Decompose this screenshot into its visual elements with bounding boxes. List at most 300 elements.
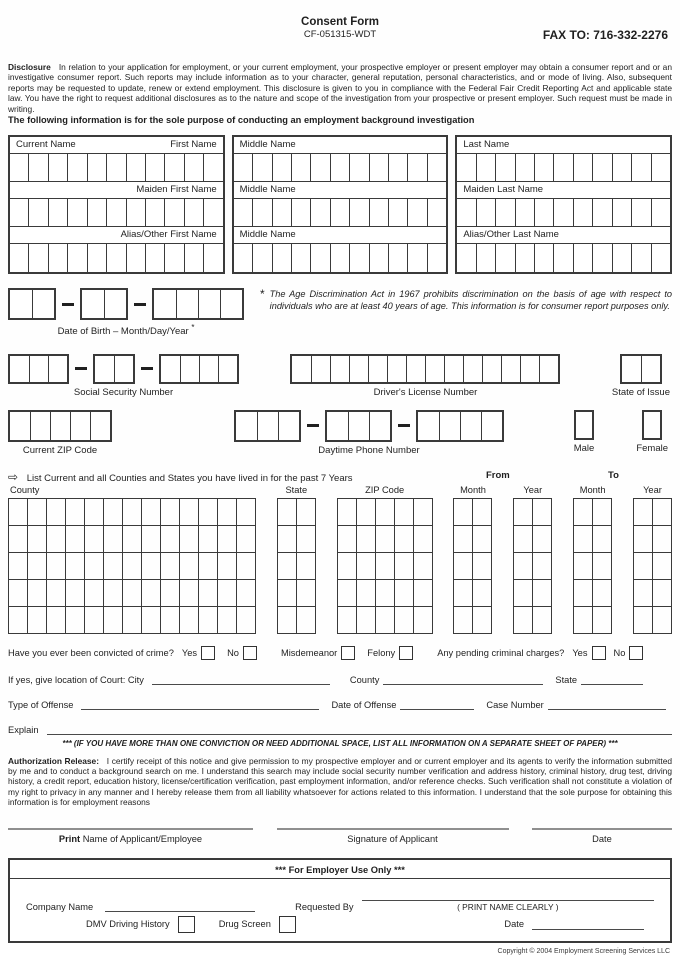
input-cell[interactable]: [369, 244, 388, 272]
input-cell[interactable]: [297, 499, 316, 526]
input-cell[interactable]: [457, 244, 475, 272]
case-number-field[interactable]: [548, 698, 666, 710]
input-cell[interactable]: [473, 499, 492, 526]
input-cell[interactable]: [66, 553, 85, 580]
input-cell[interactable]: [50, 412, 70, 440]
input-cell[interactable]: [593, 526, 612, 553]
input-cell[interactable]: [574, 607, 593, 634]
input-cell[interactable]: [634, 607, 653, 634]
input-cell[interactable]: [574, 580, 593, 607]
input-cell[interactable]: [310, 199, 329, 226]
input-cell[interactable]: [514, 580, 533, 607]
input-cell[interactable]: [291, 199, 310, 226]
input-cell[interactable]: [106, 199, 125, 226]
input-cell[interactable]: [180, 553, 199, 580]
input-cell[interactable]: [463, 356, 482, 382]
input-cell[interactable]: [476, 244, 495, 272]
input-cell[interactable]: [142, 553, 161, 580]
input-cell[interactable]: [338, 607, 357, 634]
input-cell[interactable]: [473, 607, 492, 634]
input-cell[interactable]: [82, 290, 104, 318]
input-cell[interactable]: [439, 412, 460, 440]
input-cell[interactable]: [338, 526, 357, 553]
input-cell[interactable]: [653, 607, 672, 634]
input-cell[interactable]: [164, 244, 183, 272]
input-cell[interactable]: [388, 244, 407, 272]
company-name-field[interactable]: [105, 900, 255, 912]
input-cell[interactable]: [30, 412, 50, 440]
input-cell[interactable]: [414, 607, 433, 634]
input-cell[interactable]: [106, 244, 125, 272]
input-cell[interactable]: [533, 607, 552, 634]
input-cell[interactable]: [369, 412, 390, 440]
felony-checkbox[interactable]: [399, 646, 413, 660]
input-cell[interactable]: [634, 526, 653, 553]
input-cell[interactable]: [252, 154, 271, 181]
input-cell[interactable]: [593, 580, 612, 607]
input-cell[interactable]: [234, 199, 252, 226]
input-cell[interactable]: [66, 580, 85, 607]
input-cell[interactable]: [482, 356, 501, 382]
input-cell[interactable]: [218, 526, 237, 553]
convicted-no-checkbox[interactable]: [243, 646, 257, 660]
input-cell[interactable]: [310, 154, 329, 181]
input-cell[interactable]: [395, 607, 414, 634]
input-cell[interactable]: [414, 526, 433, 553]
input-cell[interactable]: [407, 199, 426, 226]
input-cell[interactable]: [349, 154, 368, 181]
input-cell[interactable]: [631, 154, 650, 181]
input-cell[interactable]: [10, 356, 29, 382]
input-cell[interactable]: [574, 526, 593, 553]
input-cell[interactable]: [145, 199, 164, 226]
input-cell[interactable]: [47, 526, 66, 553]
input-cell[interactable]: [142, 499, 161, 526]
input-cell[interactable]: [357, 553, 376, 580]
input-cell[interactable]: [376, 580, 395, 607]
input-cell[interactable]: [85, 580, 104, 607]
input-cell[interactable]: [180, 356, 199, 382]
input-cell[interactable]: [634, 553, 653, 580]
input-cell[interactable]: [203, 154, 222, 181]
input-cell[interactable]: [592, 199, 611, 226]
input-cell[interactable]: [395, 580, 414, 607]
input-cell[interactable]: [376, 553, 395, 580]
input-cell[interactable]: [651, 154, 670, 181]
input-cell[interactable]: [123, 526, 142, 553]
input-cell[interactable]: [29, 356, 48, 382]
signature-line[interactable]: [277, 828, 509, 830]
input-cell[interactable]: [236, 412, 257, 440]
input-cell[interactable]: [369, 154, 388, 181]
input-cell[interactable]: [28, 199, 47, 226]
input-cell[interactable]: [47, 553, 66, 580]
input-cell[interactable]: [534, 244, 553, 272]
input-cell[interactable]: [653, 499, 672, 526]
input-cell[interactable]: [180, 499, 199, 526]
input-cell[interactable]: [368, 356, 387, 382]
input-cell[interactable]: [357, 607, 376, 634]
input-cell[interactable]: [220, 290, 242, 318]
input-cell[interactable]: [28, 499, 47, 526]
input-cell[interactable]: [70, 412, 90, 440]
input-cell[interactable]: [145, 154, 164, 181]
input-cell[interactable]: [573, 244, 592, 272]
input-cell[interactable]: [161, 356, 180, 382]
input-cell[interactable]: [161, 553, 180, 580]
input-cell[interactable]: [218, 553, 237, 580]
input-cell[interactable]: [631, 199, 650, 226]
input-cell[interactable]: [454, 499, 473, 526]
input-cell[interactable]: [338, 553, 357, 580]
input-cell[interactable]: [272, 154, 291, 181]
input-cell[interactable]: [257, 412, 278, 440]
pending-no-checkbox[interactable]: [629, 646, 643, 660]
input-cell[interactable]: [292, 356, 311, 382]
print-name-line[interactable]: [8, 828, 253, 830]
input-cell[interactable]: [164, 199, 183, 226]
employer-date-field[interactable]: [532, 918, 644, 930]
input-cell[interactable]: [9, 607, 28, 634]
input-cell[interactable]: [9, 499, 28, 526]
input-cell[interactable]: [330, 356, 349, 382]
input-cell[interactable]: [48, 154, 67, 181]
input-cell[interactable]: [593, 607, 612, 634]
input-cell[interactable]: [123, 553, 142, 580]
input-cell[interactable]: [142, 607, 161, 634]
input-cell[interactable]: [520, 356, 539, 382]
input-cell[interactable]: [460, 412, 481, 440]
input-cell[interactable]: [203, 199, 222, 226]
input-cell[interactable]: [67, 199, 86, 226]
input-cell[interactable]: [47, 607, 66, 634]
input-cell[interactable]: [612, 244, 631, 272]
input-cell[interactable]: [515, 244, 534, 272]
input-cell[interactable]: [48, 199, 67, 226]
input-cell[interactable]: [28, 607, 47, 634]
input-cell[interactable]: [407, 244, 426, 272]
input-cell[interactable]: [514, 526, 533, 553]
input-cell[interactable]: [612, 199, 631, 226]
input-cell[interactable]: [237, 607, 256, 634]
input-cell[interactable]: [278, 412, 299, 440]
input-cell[interactable]: [10, 412, 30, 440]
input-cell[interactable]: [237, 580, 256, 607]
input-cell[interactable]: [291, 244, 310, 272]
date-line[interactable]: [532, 828, 672, 830]
input-cell[interactable]: [66, 607, 85, 634]
input-cell[interactable]: [48, 356, 67, 382]
input-cell[interactable]: [28, 580, 47, 607]
input-cell[interactable]: [593, 499, 612, 526]
input-cell[interactable]: [573, 199, 592, 226]
input-cell[interactable]: [67, 244, 86, 272]
input-cell[interactable]: [154, 290, 176, 318]
input-cell[interactable]: [514, 499, 533, 526]
input-cell[interactable]: [252, 244, 271, 272]
input-cell[interactable]: [457, 154, 475, 181]
input-cell[interactable]: [357, 526, 376, 553]
dmv-history-checkbox[interactable]: [178, 916, 195, 933]
input-cell[interactable]: [203, 244, 222, 272]
input-cell[interactable]: [67, 154, 86, 181]
input-cell[interactable]: [515, 199, 534, 226]
input-cell[interactable]: [278, 553, 297, 580]
input-cell[interactable]: [330, 199, 349, 226]
input-cell[interactable]: [444, 356, 463, 382]
input-cell[interactable]: [473, 526, 492, 553]
input-cell[interactable]: [338, 499, 357, 526]
input-cell[interactable]: [218, 580, 237, 607]
input-cell[interactable]: [534, 199, 553, 226]
input-cell[interactable]: [85, 607, 104, 634]
input-cell[interactable]: [184, 244, 203, 272]
explain-field[interactable]: [47, 723, 673, 735]
input-cell[interactable]: [653, 526, 672, 553]
input-cell[interactable]: [612, 154, 631, 181]
input-cell[interactable]: [653, 553, 672, 580]
input-cell[interactable]: [495, 154, 514, 181]
input-cell[interactable]: [330, 154, 349, 181]
input-cell[interactable]: [592, 154, 611, 181]
input-cell[interactable]: [495, 244, 514, 272]
court-city-field[interactable]: [152, 673, 330, 685]
offense-date-field[interactable]: [400, 698, 474, 710]
input-cell[interactable]: [348, 412, 369, 440]
input-cell[interactable]: [406, 356, 425, 382]
input-cell[interactable]: [145, 244, 164, 272]
input-cell[interactable]: [199, 526, 218, 553]
input-cell[interactable]: [126, 154, 145, 181]
input-cell[interactable]: [376, 607, 395, 634]
input-cell[interactable]: [252, 199, 271, 226]
input-cell[interactable]: [126, 199, 145, 226]
offense-type-field[interactable]: [81, 698, 319, 710]
input-cell[interactable]: [634, 580, 653, 607]
input-cell[interactable]: [297, 553, 316, 580]
input-cell[interactable]: [237, 526, 256, 553]
input-cell[interactable]: [10, 199, 28, 226]
input-cell[interactable]: [653, 580, 672, 607]
input-cell[interactable]: [272, 244, 291, 272]
input-cell[interactable]: [327, 412, 348, 440]
input-cell[interactable]: [142, 580, 161, 607]
input-cell[interactable]: [114, 356, 133, 382]
input-cell[interactable]: [198, 290, 220, 318]
input-cell[interactable]: [218, 499, 237, 526]
court-county-field[interactable]: [383, 673, 543, 685]
input-cell[interactable]: [414, 553, 433, 580]
input-cell[interactable]: [533, 580, 552, 607]
misdemeanor-checkbox[interactable]: [341, 646, 355, 660]
input-cell[interactable]: [199, 356, 218, 382]
female-checkbox[interactable]: [642, 410, 662, 440]
input-cell[interactable]: [515, 154, 534, 181]
input-cell[interactable]: [414, 499, 433, 526]
input-cell[interactable]: [311, 356, 330, 382]
input-cell[interactable]: [414, 580, 433, 607]
input-cell[interactable]: [349, 244, 368, 272]
input-cell[interactable]: [237, 499, 256, 526]
input-cell[interactable]: [10, 244, 28, 272]
pending-yes-checkbox[interactable]: [592, 646, 606, 660]
input-cell[interactable]: [87, 154, 106, 181]
input-cell[interactable]: [28, 526, 47, 553]
input-cell[interactable]: [180, 607, 199, 634]
input-cell[interactable]: [427, 154, 446, 181]
input-cell[interactable]: [9, 580, 28, 607]
input-cell[interactable]: [90, 412, 110, 440]
input-cell[interactable]: [95, 356, 114, 382]
input-cell[interactable]: [297, 607, 316, 634]
input-cell[interactable]: [553, 244, 572, 272]
court-state-field[interactable]: [581, 673, 643, 685]
input-cell[interactable]: [142, 526, 161, 553]
input-cell[interactable]: [473, 553, 492, 580]
input-cell[interactable]: [534, 154, 553, 181]
input-cell[interactable]: [622, 356, 641, 382]
input-cell[interactable]: [514, 553, 533, 580]
input-cell[interactable]: [454, 553, 473, 580]
input-cell[interactable]: [407, 154, 426, 181]
input-cell[interactable]: [395, 499, 414, 526]
input-cell[interactable]: [592, 244, 611, 272]
input-cell[interactable]: [476, 154, 495, 181]
input-cell[interactable]: [278, 526, 297, 553]
input-cell[interactable]: [199, 553, 218, 580]
input-cell[interactable]: [234, 154, 252, 181]
input-cell[interactable]: [104, 553, 123, 580]
input-cell[interactable]: [634, 499, 653, 526]
input-cell[interactable]: [593, 553, 612, 580]
input-cell[interactable]: [553, 154, 572, 181]
input-cell[interactable]: [369, 199, 388, 226]
input-cell[interactable]: [104, 580, 123, 607]
input-cell[interactable]: [357, 499, 376, 526]
input-cell[interactable]: [330, 244, 349, 272]
input-cell[interactable]: [278, 499, 297, 526]
input-cell[interactable]: [349, 199, 368, 226]
input-cell[interactable]: [161, 499, 180, 526]
input-cell[interactable]: [87, 244, 106, 272]
input-cell[interactable]: [199, 499, 218, 526]
input-cell[interactable]: [357, 580, 376, 607]
input-cell[interactable]: [495, 199, 514, 226]
input-cell[interactable]: [574, 499, 593, 526]
input-cell[interactable]: [297, 580, 316, 607]
input-cell[interactable]: [9, 553, 28, 580]
input-cell[interactable]: [388, 199, 407, 226]
input-cell[interactable]: [454, 580, 473, 607]
input-cell[interactable]: [184, 199, 203, 226]
input-cell[interactable]: [184, 154, 203, 181]
input-cell[interactable]: [651, 199, 670, 226]
input-cell[interactable]: [338, 580, 357, 607]
input-cell[interactable]: [533, 499, 552, 526]
input-cell[interactable]: [161, 526, 180, 553]
input-cell[interactable]: [10, 154, 28, 181]
input-cell[interactable]: [533, 553, 552, 580]
input-cell[interactable]: [297, 526, 316, 553]
input-cell[interactable]: [376, 499, 395, 526]
input-cell[interactable]: [106, 154, 125, 181]
input-cell[interactable]: [9, 526, 28, 553]
input-cell[interactable]: [10, 290, 32, 318]
requested-by-field[interactable]: [362, 889, 654, 901]
input-cell[interactable]: [180, 580, 199, 607]
input-cell[interactable]: [48, 244, 67, 272]
input-cell[interactable]: [123, 499, 142, 526]
input-cell[interactable]: [388, 154, 407, 181]
input-cell[interactable]: [161, 607, 180, 634]
input-cell[interactable]: [218, 356, 237, 382]
input-cell[interactable]: [418, 412, 439, 440]
input-cell[interactable]: [237, 553, 256, 580]
input-cell[interactable]: [272, 199, 291, 226]
input-cell[interactable]: [126, 244, 145, 272]
input-cell[interactable]: [291, 154, 310, 181]
input-cell[interactable]: [481, 412, 502, 440]
input-cell[interactable]: [85, 553, 104, 580]
input-cell[interactable]: [376, 526, 395, 553]
input-cell[interactable]: [199, 607, 218, 634]
input-cell[interactable]: [641, 356, 660, 382]
input-cell[interactable]: [395, 526, 414, 553]
input-cell[interactable]: [651, 244, 670, 272]
input-cell[interactable]: [427, 199, 446, 226]
input-cell[interactable]: [395, 553, 414, 580]
input-cell[interactable]: [47, 499, 66, 526]
input-cell[interactable]: [454, 607, 473, 634]
input-cell[interactable]: [501, 356, 520, 382]
input-cell[interactable]: [278, 607, 297, 634]
input-cell[interactable]: [180, 526, 199, 553]
input-cell[interactable]: [47, 580, 66, 607]
input-cell[interactable]: [85, 526, 104, 553]
input-cell[interactable]: [457, 199, 475, 226]
input-cell[interactable]: [218, 607, 237, 634]
input-cell[interactable]: [28, 154, 47, 181]
input-cell[interactable]: [66, 526, 85, 553]
input-cell[interactable]: [104, 499, 123, 526]
input-cell[interactable]: [574, 553, 593, 580]
input-cell[interactable]: [278, 580, 297, 607]
input-cell[interactable]: [199, 580, 218, 607]
input-cell[interactable]: [473, 580, 492, 607]
input-cell[interactable]: [104, 290, 126, 318]
input-cell[interactable]: [104, 607, 123, 634]
input-cell[interactable]: [104, 526, 123, 553]
input-cell[interactable]: [427, 244, 446, 272]
male-checkbox[interactable]: [574, 410, 594, 440]
input-cell[interactable]: [32, 290, 54, 318]
input-cell[interactable]: [476, 199, 495, 226]
input-cell[interactable]: [539, 356, 558, 382]
input-cell[interactable]: [85, 499, 104, 526]
input-cell[interactable]: [176, 290, 198, 318]
input-cell[interactable]: [533, 526, 552, 553]
input-cell[interactable]: [28, 553, 47, 580]
input-cell[interactable]: [164, 154, 183, 181]
input-cell[interactable]: [631, 244, 650, 272]
input-cell[interactable]: [123, 580, 142, 607]
drug-screen-checkbox[interactable]: [279, 916, 296, 933]
input-cell[interactable]: [87, 199, 106, 226]
input-cell[interactable]: [514, 607, 533, 634]
input-cell[interactable]: [553, 199, 572, 226]
convicted-yes-checkbox[interactable]: [201, 646, 215, 660]
input-cell[interactable]: [66, 499, 85, 526]
